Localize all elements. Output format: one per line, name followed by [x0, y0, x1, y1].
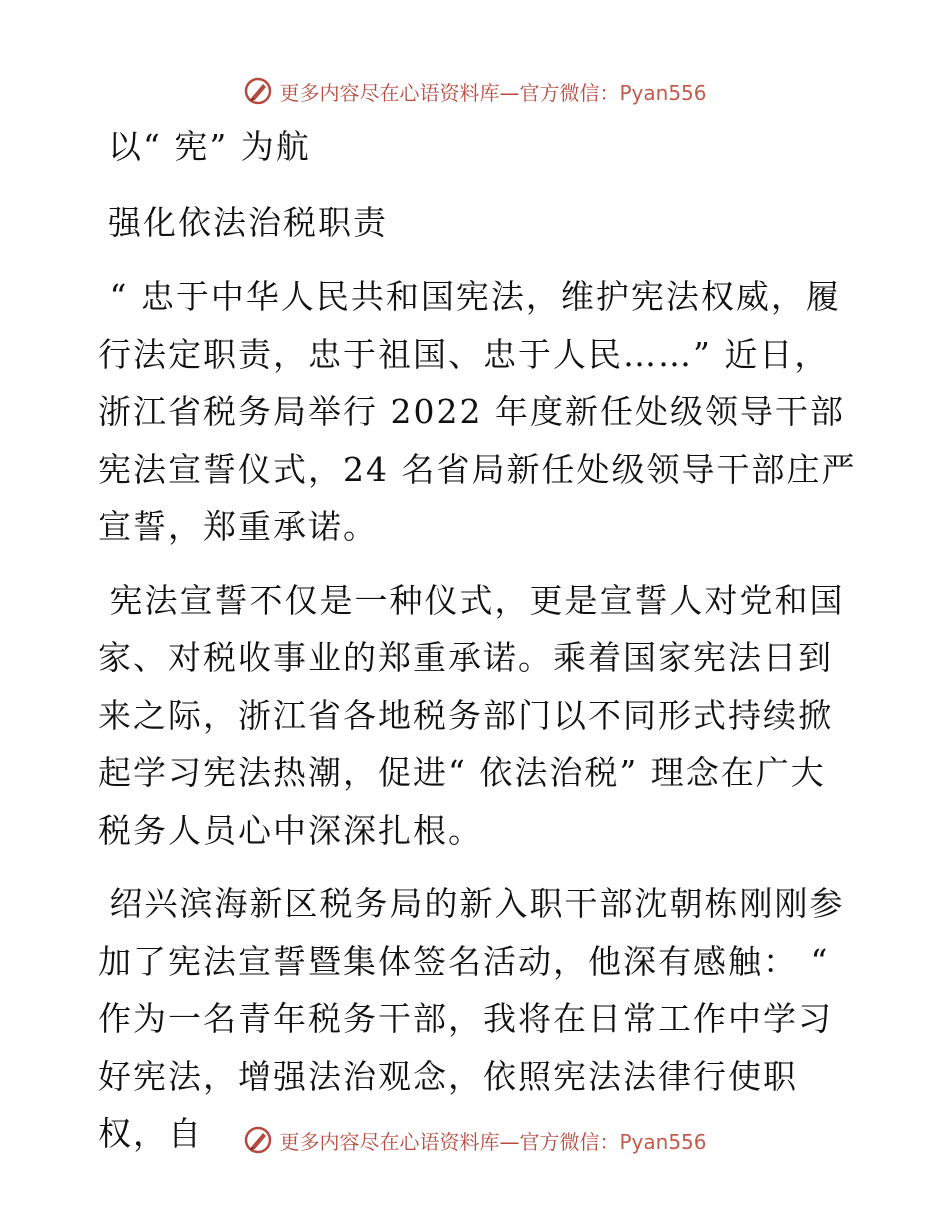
watermark-separator: — [499, 80, 520, 105]
document-body [98, 118, 858, 1179]
header-watermark [0, 74, 950, 108]
pen-circle-logo-icon [243, 1125, 273, 1155]
watermark-brand: 更多内容尽在心语资料库 [279, 1129, 500, 1154]
watermark-official-label: 官方微信： [519, 1129, 620, 1154]
footer-watermark [0, 1123, 950, 1157]
watermark-brand: 更多内容尽在心语资料库 [279, 80, 500, 105]
paragraph: “ 忠于中华人民共和国宪法，维护宪法权威，履行法定职责，忠于祖国、忠于人民……” 近日，浙江省税务局举行 2022 年度新任处级领导干部宪法宣誓仪式，24 名省局新任处级领导干部庄严宣誓，郑重承诺。 [98, 277, 857, 546]
paragraph: 绍兴滨海新区税务局的新入职干部沈朝栋刚刚参加了宪法宣誓暨集体签名活动，他深有感触： “ 作为一名青年税务干部，我将在日常工作中学习好宪法，增强法治观念，依照宪法法律行使职权，自 [98, 884, 845, 1153]
paragraph: 宪法宣誓不仅是一种仪式，更是宣誓人对党和国家、对税收事业的郑重承诺。乘着国家宪法日到来之际，浙江省各地税务部门以不同形式持续掀起学习宪法热潮，促进“ 依法治税” 理念在广大税务人员心中深深扎根。 [98, 580, 845, 850]
watermark-text [279, 77, 706, 106]
pen-circle-logo-icon [243, 76, 273, 106]
watermark-official-label: 官方微信： [519, 80, 620, 105]
watermark-text [279, 1126, 706, 1155]
watermark-separator: — [499, 1129, 520, 1154]
article-subtitle: 强化依法治税职责 [108, 203, 388, 242]
watermark-wechat-id: Pyan556 [619, 80, 707, 105]
watermark-wechat-id: Pyan556 [619, 1129, 707, 1154]
article-title: 以“ 宪” 为航 [108, 127, 311, 166]
